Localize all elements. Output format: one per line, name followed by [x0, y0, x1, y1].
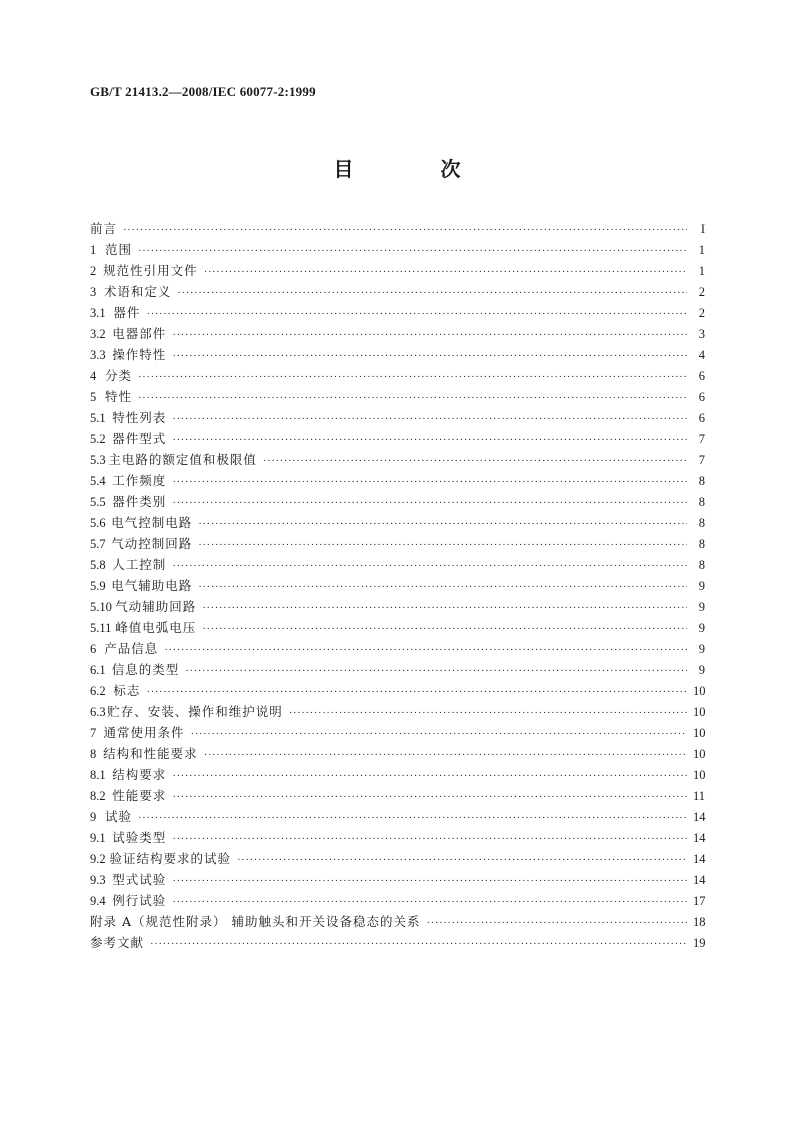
standard-code: GB/T 21413.2—2008/IEC 60077-2:1999 — [90, 84, 316, 99]
toc-entry-leader — [172, 892, 687, 913]
toc-entry[interactable] — [90, 491, 705, 512]
toc-entry[interactable] — [90, 785, 705, 806]
toc-entry-number: 6 — [90, 642, 97, 656]
toc-entry[interactable] — [90, 890, 705, 911]
toc-entry-page: 14 — [693, 831, 706, 845]
toc-entry-leader — [172, 766, 687, 787]
toc-entry-leader — [202, 598, 687, 619]
toc-entry-leader — [198, 535, 687, 556]
toc-entry-number: 5.10 — [90, 600, 112, 614]
toc-entry[interactable] — [90, 575, 705, 596]
toc-entry-leader — [172, 409, 687, 430]
toc-entry-leader — [150, 934, 687, 955]
toc-entry[interactable] — [90, 869, 705, 890]
toc-entry-number: 3.1 — [90, 306, 106, 320]
toc-entry[interactable] — [90, 302, 705, 323]
toc-entry[interactable] — [90, 596, 705, 617]
table-of-contents — [90, 218, 705, 953]
toc-entry-page: 2 — [698, 285, 705, 299]
toc-entry-leader — [204, 262, 687, 283]
toc-entry-page: 1 — [698, 243, 705, 257]
toc-entry-label: 电气控制电路 — [111, 515, 193, 530]
toc-entry-number: 5 — [90, 390, 97, 404]
toc-entry-page: 10 — [693, 705, 706, 719]
toc-entry-leader — [191, 724, 687, 745]
toc-entry[interactable] — [90, 260, 705, 281]
toc-entry-page: 14 — [693, 810, 706, 824]
toc-entry-number: 9.1 — [90, 831, 106, 845]
toc-entry-number: 5.2 — [90, 432, 106, 446]
toc-entry[interactable] — [90, 827, 705, 848]
toc-entry-number: 8 — [90, 747, 97, 761]
toc-entry[interactable] — [90, 617, 705, 638]
toc-entry-page: 9 — [698, 621, 705, 635]
toc-entry-number: 6.3 — [90, 705, 106, 719]
toc-entry-label: 特性 — [104, 389, 132, 404]
toc-entry-number: 6.1 — [90, 663, 106, 677]
toc-entry[interactable] — [90, 764, 705, 785]
toc-entry-label: 性能要求 — [112, 788, 167, 803]
toc-entry-leader — [138, 367, 687, 388]
toc-entry-page: 11 — [693, 789, 706, 803]
toc-entry[interactable] — [90, 365, 705, 386]
toc-entry-number: 7 — [90, 726, 97, 740]
toc-entry-label: 工作频度 — [112, 473, 167, 488]
toc-entry-label: 标志 — [113, 683, 141, 698]
toc-entry-page: 4 — [698, 348, 705, 362]
toc-title: 目 次 — [333, 157, 501, 181]
toc-entry[interactable] — [90, 533, 705, 554]
toc-entry-label: 气动控制回路 — [111, 536, 193, 551]
toc-entry[interactable] — [90, 701, 705, 722]
toc-entry-label: 器件型式 — [112, 431, 167, 446]
toc-entry-label: 器件类别 — [112, 494, 167, 509]
toc-entry-page: 2 — [698, 306, 705, 320]
toc-entry-number: 9.4 — [90, 894, 106, 908]
toc-entry-page: 1 — [698, 264, 705, 278]
toc-entry-page: 8 — [698, 495, 705, 509]
toc-entry-label: 电器部件 — [112, 326, 167, 341]
toc-entry-number: 5.8 — [90, 558, 106, 572]
toc-entry[interactable] — [90, 848, 705, 869]
toc-entry-label: 术语和定义 — [103, 284, 172, 299]
toc-entry-label: 分类 — [104, 368, 132, 383]
toc-entry-leader — [123, 220, 687, 241]
toc-entry-leader — [138, 808, 687, 829]
toc-entry-page: 7 — [698, 453, 705, 467]
toc-entry[interactable] — [90, 512, 705, 533]
toc-entry-label: 附录 A（规范性附录） 辅助触头和开关设备稳态的关系 — [90, 914, 421, 929]
toc-entry-leader — [146, 304, 687, 325]
toc-entry-label: 峰值电弧电压 — [115, 620, 197, 635]
toc-entry-page: 8 — [698, 558, 705, 572]
toc-entry-number: 9.2 — [90, 852, 106, 866]
toc-entry-label: 试验类型 — [112, 830, 167, 845]
toc-entry-page: 10 — [693, 684, 706, 698]
toc-entry-label: 前言 — [90, 221, 118, 236]
toc-entry-leader — [172, 556, 687, 577]
toc-entry-page: 17 — [693, 894, 706, 908]
toc-entry-page: 10 — [693, 747, 706, 761]
toc-entry-label: 例行试验 — [112, 893, 167, 908]
toc-entry-number: 2 — [90, 264, 97, 278]
toc-entry-number: 9 — [90, 810, 97, 824]
toc-entry[interactable] — [90, 218, 705, 239]
toc-entry-page: 14 — [693, 873, 706, 887]
toc-entry-leader — [204, 745, 687, 766]
toc-entry-leader — [177, 283, 687, 304]
toc-entry-number: 4 — [90, 369, 97, 383]
toc-entry-page: 9 — [698, 642, 705, 656]
toc-entry-number: 5.5 — [90, 495, 106, 509]
toc-entry-leader — [198, 577, 687, 598]
toc-entry-leader — [146, 682, 687, 703]
toc-entry-label: 通常使用条件 — [103, 725, 185, 740]
toc-entry-number: 5.1 — [90, 411, 106, 425]
toc-entry-number: 6.2 — [90, 684, 106, 698]
toc-entry[interactable] — [90, 659, 705, 680]
toc-entry-number: 5.3 — [90, 453, 106, 467]
toc-entry-label: 贮存、安装、操作和维护说明 — [107, 704, 283, 719]
toc-entry-number: 3.3 — [90, 348, 106, 362]
toc-entry-label: 信息的类型 — [111, 662, 180, 677]
toc-entry-number: 3 — [90, 285, 97, 299]
toc-entry-label: 参考文献 — [90, 935, 145, 950]
toc-entry-number: 5.7 — [90, 537, 106, 551]
toc-entry-page: I — [700, 222, 705, 236]
toc-entry[interactable] — [90, 554, 705, 575]
toc-entry-leader — [138, 388, 687, 409]
toc-entry[interactable] — [90, 344, 705, 365]
toc-entry-label: 器件 — [113, 305, 141, 320]
toc-entry-page: 6 — [698, 390, 705, 404]
toc-entry-number: 5.4 — [90, 474, 106, 488]
toc-entry-label: 验证结构要求的试验 — [109, 851, 232, 866]
toc-entry-label: 范围 — [104, 242, 132, 257]
toc-entry-page: 14 — [693, 852, 706, 866]
toc-entry[interactable] — [90, 239, 705, 260]
toc-entry-number: 8.1 — [90, 768, 106, 782]
toc-entry-number: 1 — [90, 243, 97, 257]
toc-entry[interactable] — [90, 281, 705, 302]
toc-entry-label: 特性列表 — [112, 410, 167, 425]
toc-entry[interactable] — [90, 806, 705, 827]
toc-entry-leader — [172, 871, 687, 892]
toc-entry-leader — [172, 325, 687, 346]
toc-entry-leader — [172, 493, 687, 514]
toc-entry-label: 规范性引用文件 — [103, 263, 198, 278]
toc-entry-label: 结构要求 — [112, 767, 167, 782]
toc-entry-label: 人工控制 — [112, 557, 167, 572]
toc-entry-page: 10 — [693, 726, 706, 740]
toc-entry[interactable] — [90, 449, 705, 470]
toc-entry-page: 18 — [693, 915, 706, 929]
toc-entry-leader — [426, 913, 687, 934]
toc-entry-leader — [172, 787, 687, 808]
toc-entry-page: 8 — [698, 474, 705, 488]
toc-entry-leader — [263, 451, 687, 472]
toc-entry-page: 3 — [698, 327, 705, 341]
toc-entry[interactable] — [90, 386, 705, 407]
toc-entry[interactable] — [90, 911, 705, 932]
toc-entry-page: 9 — [698, 579, 705, 593]
toc-entry-leader — [172, 430, 687, 451]
toc-entry-leader — [198, 514, 687, 535]
toc-entry[interactable] — [90, 743, 705, 764]
toc-entry-label: 主电路的额定值和极限值 — [108, 452, 257, 467]
toc-entry-number: 5.6 — [90, 516, 106, 530]
toc-entry-number: 8.2 — [90, 789, 106, 803]
toc-entry-page: 6 — [698, 369, 705, 383]
toc-entry-label: 气动辅助回路 — [115, 599, 197, 614]
toc-entry-number: 5.11 — [90, 621, 112, 635]
toc-entry-page: 6 — [698, 411, 705, 425]
toc-entry-number: 9.3 — [90, 873, 106, 887]
toc-entry[interactable] — [90, 470, 705, 491]
toc-entry-label: 型式试验 — [112, 872, 167, 887]
toc-entry-leader — [237, 850, 687, 871]
toc-entry-page: 10 — [693, 768, 706, 782]
toc-entry[interactable] — [90, 323, 705, 344]
toc-entry-page: 9 — [698, 600, 705, 614]
toc-entry-number: 3.2 — [90, 327, 106, 341]
toc-entry[interactable] — [90, 638, 705, 659]
toc-entry-leader — [202, 619, 687, 640]
toc-entry[interactable] — [90, 407, 705, 428]
toc-entry[interactable] — [90, 932, 705, 953]
toc-entry-page: 8 — [698, 516, 705, 530]
toc-entry-leader — [289, 703, 687, 724]
toc-entry-page: 8 — [698, 537, 705, 551]
toc-entry-leader — [172, 472, 687, 493]
toc-entry-leader — [164, 640, 687, 661]
toc-entry-label: 产品信息 — [104, 641, 159, 656]
toc-entry-label: 试验 — [104, 809, 132, 824]
toc-entry[interactable] — [90, 722, 705, 743]
toc-entry[interactable] — [90, 680, 705, 701]
toc-entry[interactable] — [90, 428, 705, 449]
toc-entry-page: 19 — [693, 936, 706, 950]
toc-entry-leader — [172, 346, 687, 367]
toc-entry-label: 电气辅助电路 — [111, 578, 193, 593]
toc-entry-leader — [138, 241, 687, 262]
toc-entry-number: 5.9 — [90, 579, 106, 593]
toc-entry-page: 9 — [698, 663, 705, 677]
toc-entry-page: 7 — [698, 432, 705, 446]
toc-entry-label: 结构和性能要求 — [103, 746, 198, 761]
toc-entry-label: 操作特性 — [112, 347, 167, 362]
toc-entry-leader — [172, 829, 687, 850]
toc-entry-leader — [185, 661, 687, 682]
